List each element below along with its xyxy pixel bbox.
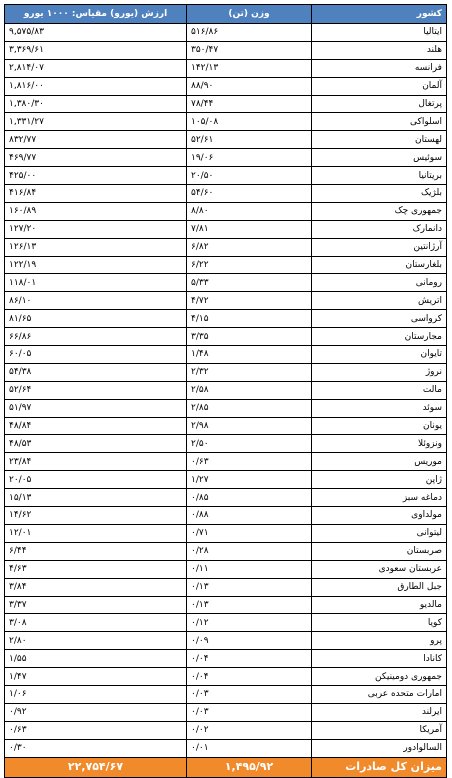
weight-cell: ۵/۳۳ bbox=[187, 274, 312, 292]
table-row bbox=[5, 739, 447, 757]
country-cell: ونزوئلا bbox=[312, 435, 447, 453]
country-cell: سوئد bbox=[312, 399, 447, 417]
table-row bbox=[5, 650, 447, 668]
value-cell: ۴۱۶/۸۴ bbox=[5, 185, 187, 203]
value-cell: ۶۶/۸۶ bbox=[5, 328, 187, 346]
country-column-header: کشور bbox=[312, 5, 447, 24]
table-row bbox=[5, 59, 447, 77]
country-cell: یونان bbox=[312, 417, 447, 435]
table-row bbox=[5, 220, 447, 238]
country-cell: فرانسه bbox=[312, 59, 447, 77]
table-row bbox=[5, 346, 447, 364]
weight-cell: ۰/۲۸ bbox=[187, 542, 312, 560]
country-cell: اتریش bbox=[312, 292, 447, 310]
country-cell: جبل الطارق bbox=[312, 578, 447, 596]
weight-cell: ۳۵۰/۴۷ bbox=[187, 41, 312, 59]
value-cell: ۳/۳۷ bbox=[5, 596, 187, 614]
value-cell: ۱۴/۶۲ bbox=[5, 507, 187, 525]
value-cell: ۱,۳۸۰/۳۰ bbox=[5, 95, 187, 113]
table-row bbox=[5, 435, 447, 453]
table-row bbox=[5, 310, 447, 328]
table-row bbox=[5, 24, 447, 42]
value-cell: ۱۲۶/۱۳ bbox=[5, 238, 187, 256]
value-cell: ۱۲۲/۱۹ bbox=[5, 256, 187, 274]
country-cell: لهستان bbox=[312, 131, 447, 149]
table-row bbox=[5, 292, 447, 310]
value-cell: ۴۸/۵۳ bbox=[5, 435, 187, 453]
table-row bbox=[5, 542, 447, 560]
country-cell: مجارستان bbox=[312, 328, 447, 346]
country-cell: ایرلند bbox=[312, 703, 447, 721]
country-cell: دانمارک bbox=[312, 220, 447, 238]
value-cell: ۱۶۰/۸۹ bbox=[5, 202, 187, 220]
country-cell: کرواسی bbox=[312, 310, 447, 328]
weight-cell: ۰/۱۳ bbox=[187, 596, 312, 614]
table-row bbox=[5, 185, 447, 203]
weight-cell: ۰/۱۱ bbox=[187, 560, 312, 578]
country-cell: نروژ bbox=[312, 363, 447, 381]
country-cell: کویا bbox=[312, 614, 447, 632]
value-cell: ۶۰/۰۵ bbox=[5, 346, 187, 364]
weight-cell: ۰/۷۱ bbox=[187, 524, 312, 542]
country-cell: مولداوی bbox=[312, 507, 447, 525]
table-row bbox=[5, 381, 447, 399]
country-cell: بریتانیا bbox=[312, 167, 447, 185]
value-cell: ۸۶/۱۰ bbox=[5, 292, 187, 310]
weight-cell: ۱۰۵/۰۸ bbox=[187, 113, 312, 131]
weight-cell: ۰/۰۹ bbox=[187, 632, 312, 650]
value-cell: ۱۲۷/۲۰ bbox=[5, 220, 187, 238]
table-row bbox=[5, 95, 447, 113]
weight-cell: ۴/۱۵ bbox=[187, 310, 312, 328]
weight-cell: ۲/۸۵ bbox=[187, 399, 312, 417]
value-cell: ۰/۹۲ bbox=[5, 703, 187, 721]
weight-cell: ۷/۸۱ bbox=[187, 220, 312, 238]
table-row bbox=[5, 328, 447, 346]
country-cell: ایتالیا bbox=[312, 24, 447, 42]
table-row bbox=[5, 668, 447, 686]
weight-cell: ۲/۹۸ bbox=[187, 417, 312, 435]
value-cell: ۸۱/۶۵ bbox=[5, 310, 187, 328]
weight-cell: ۰/۰۴ bbox=[187, 668, 312, 686]
country-cell: پرتغال bbox=[312, 95, 447, 113]
weight-cell: ۰/۰۳ bbox=[187, 703, 312, 721]
table-row bbox=[5, 274, 447, 292]
country-cell: آرژانتین bbox=[312, 238, 447, 256]
weight-cell: ۶/۲۲ bbox=[187, 256, 312, 274]
country-cell: بلژیک bbox=[312, 185, 447, 203]
country-cell: مالت bbox=[312, 381, 447, 399]
weight-cell: ۵۴/۶۰ bbox=[187, 185, 312, 203]
value-cell: ۱/۴۷ bbox=[5, 668, 187, 686]
weight-cell: ۱۴۲/۱۳ bbox=[187, 59, 312, 77]
total-weight: ۱,۴۹۵/۹۲ bbox=[187, 757, 312, 777]
table-row bbox=[5, 685, 447, 703]
table-row bbox=[5, 256, 447, 274]
value-cell: ۲۳/۸۴ bbox=[5, 453, 187, 471]
table-row bbox=[5, 149, 447, 167]
value-cell: ۰/۳۰ bbox=[5, 739, 187, 757]
value-column-header: ارزش (یورو) مقیاس: ۱۰۰۰ یورو bbox=[5, 5, 187, 24]
table-row bbox=[5, 614, 447, 632]
value-cell: ۳/۰۸ bbox=[5, 614, 187, 632]
country-cell: سوئیس bbox=[312, 149, 447, 167]
value-cell: ۱/۵۵ bbox=[5, 650, 187, 668]
table-row bbox=[5, 41, 447, 59]
weight-cell: ۸/۸۰ bbox=[187, 202, 312, 220]
country-cell: بلغارستان bbox=[312, 256, 447, 274]
country-cell: کانادا bbox=[312, 650, 447, 668]
table-row bbox=[5, 632, 447, 650]
weight-column-header: وزن (تن) bbox=[187, 5, 312, 24]
weight-cell: ۰/۱۲ bbox=[187, 614, 312, 632]
table-row bbox=[5, 363, 447, 381]
table-row bbox=[5, 77, 447, 95]
country-cell: هلند bbox=[312, 41, 447, 59]
value-cell: ۱,۳۳۱/۲۷ bbox=[5, 113, 187, 131]
table-row bbox=[5, 524, 447, 542]
weight-cell: ۲/۳۲ bbox=[187, 363, 312, 381]
table-row bbox=[5, 507, 447, 525]
country-cell: السالوادور bbox=[312, 739, 447, 757]
table-row bbox=[5, 131, 447, 149]
table-row bbox=[5, 703, 447, 721]
table-row bbox=[5, 453, 447, 471]
country-cell: امارات متحده عربی bbox=[312, 685, 447, 703]
value-cell: ۱۵/۱۳ bbox=[5, 489, 187, 507]
weight-cell: ۶/۸۲ bbox=[187, 238, 312, 256]
table-row bbox=[5, 167, 447, 185]
value-cell: ۱۲/۰۱ bbox=[5, 524, 187, 542]
weight-cell: ۸۸/۹۰ bbox=[187, 77, 312, 95]
weight-cell: ۳/۳۵ bbox=[187, 328, 312, 346]
weight-cell: ۲۰/۵۰ bbox=[187, 167, 312, 185]
country-cell: جمهوری دومینیکن bbox=[312, 668, 447, 686]
table-row bbox=[5, 596, 447, 614]
country-cell: جمهوری چک bbox=[312, 202, 447, 220]
weight-cell: ۱۹/۰۶ bbox=[187, 149, 312, 167]
value-cell: ۳/۸۴ bbox=[5, 578, 187, 596]
value-cell: ۲,۸۱۴/۰۷ bbox=[5, 59, 187, 77]
export-table-container bbox=[4, 4, 446, 778]
weight-cell: ۰/۰۲ bbox=[187, 721, 312, 739]
country-cell: رومانی bbox=[312, 274, 447, 292]
value-cell: ۱/۰۶ bbox=[5, 685, 187, 703]
weight-cell: ۰/۶۳ bbox=[187, 453, 312, 471]
country-cell: لیتوانی bbox=[312, 524, 447, 542]
value-cell: ۴/۶۳ bbox=[5, 560, 187, 578]
weight-cell: ۱/۴۸ bbox=[187, 346, 312, 364]
value-cell: ۸۳۲/۷۷ bbox=[5, 131, 187, 149]
value-cell: ۵۴/۳۸ bbox=[5, 363, 187, 381]
weight-cell: ۲/۵۰ bbox=[187, 435, 312, 453]
value-cell: ۰/۶۳ bbox=[5, 721, 187, 739]
total-label: میزان کل صادرات bbox=[312, 757, 447, 777]
value-cell: ۴۶۹/۷۷ bbox=[5, 149, 187, 167]
table-row bbox=[5, 471, 447, 489]
weight-cell: ۵۲/۶۱ bbox=[187, 131, 312, 149]
weight-cell: ۱/۲۷ bbox=[187, 471, 312, 489]
weight-cell: ۷۸/۴۴ bbox=[187, 95, 312, 113]
value-cell: ۴۲۵/۰۰ bbox=[5, 167, 187, 185]
weight-cell: ۲/۵۸ bbox=[187, 381, 312, 399]
country-cell: تایوان bbox=[312, 346, 447, 364]
table-row bbox=[5, 560, 447, 578]
total-value: ۲۲,۷۵۴/۶۷ bbox=[5, 757, 187, 777]
weight-cell: ۰/۰۱ bbox=[187, 739, 312, 757]
weight-cell: ۰/۸۵ bbox=[187, 489, 312, 507]
weight-cell: ۰/۰۴ bbox=[187, 650, 312, 668]
table-row bbox=[5, 489, 447, 507]
value-cell: ۱,۸۱۶/۰۰ bbox=[5, 77, 187, 95]
table-row bbox=[5, 238, 447, 256]
country-cell: صربستان bbox=[312, 542, 447, 560]
weight-cell: ۰/۸۸ bbox=[187, 507, 312, 525]
country-cell: مالدیو bbox=[312, 596, 447, 614]
table-row bbox=[5, 202, 447, 220]
country-cell: آلمان bbox=[312, 77, 447, 95]
weight-cell: ۰/۱۳ bbox=[187, 578, 312, 596]
value-cell: ۶/۴۴ bbox=[5, 542, 187, 560]
country-cell: دماغه سبز bbox=[312, 489, 447, 507]
weight-cell: ۵۱۶/۸۶ bbox=[187, 24, 312, 42]
country-cell: ژاپن bbox=[312, 471, 447, 489]
value-cell: ۲۰/۰۵ bbox=[5, 471, 187, 489]
export-table bbox=[4, 4, 447, 778]
table-body bbox=[5, 24, 447, 758]
country-cell: عربستان سعودی bbox=[312, 560, 447, 578]
total-row bbox=[5, 757, 447, 777]
weight-cell: ۴/۷۲ bbox=[187, 292, 312, 310]
value-cell: ۵۱/۹۷ bbox=[5, 399, 187, 417]
table-row bbox=[5, 721, 447, 739]
value-cell: ۱۱۸/۰۱ bbox=[5, 274, 187, 292]
table-row bbox=[5, 399, 447, 417]
country-cell: اسلواکی bbox=[312, 113, 447, 131]
country-cell: موریس bbox=[312, 453, 447, 471]
value-cell: ۹,۵۷۵/۸۳ bbox=[5, 24, 187, 42]
table-row bbox=[5, 417, 447, 435]
country-cell: پرو bbox=[312, 632, 447, 650]
weight-cell: ۰/۰۳ bbox=[187, 685, 312, 703]
value-cell: ۵۲/۶۴ bbox=[5, 381, 187, 399]
table-header-row bbox=[5, 5, 447, 24]
table-row bbox=[5, 578, 447, 596]
value-cell: ۲/۸۰ bbox=[5, 632, 187, 650]
table-row bbox=[5, 113, 447, 131]
country-cell: آمریکا bbox=[312, 721, 447, 739]
value-cell: ۳,۳۶۹/۶۱ bbox=[5, 41, 187, 59]
value-cell: ۴۸/۸۴ bbox=[5, 417, 187, 435]
